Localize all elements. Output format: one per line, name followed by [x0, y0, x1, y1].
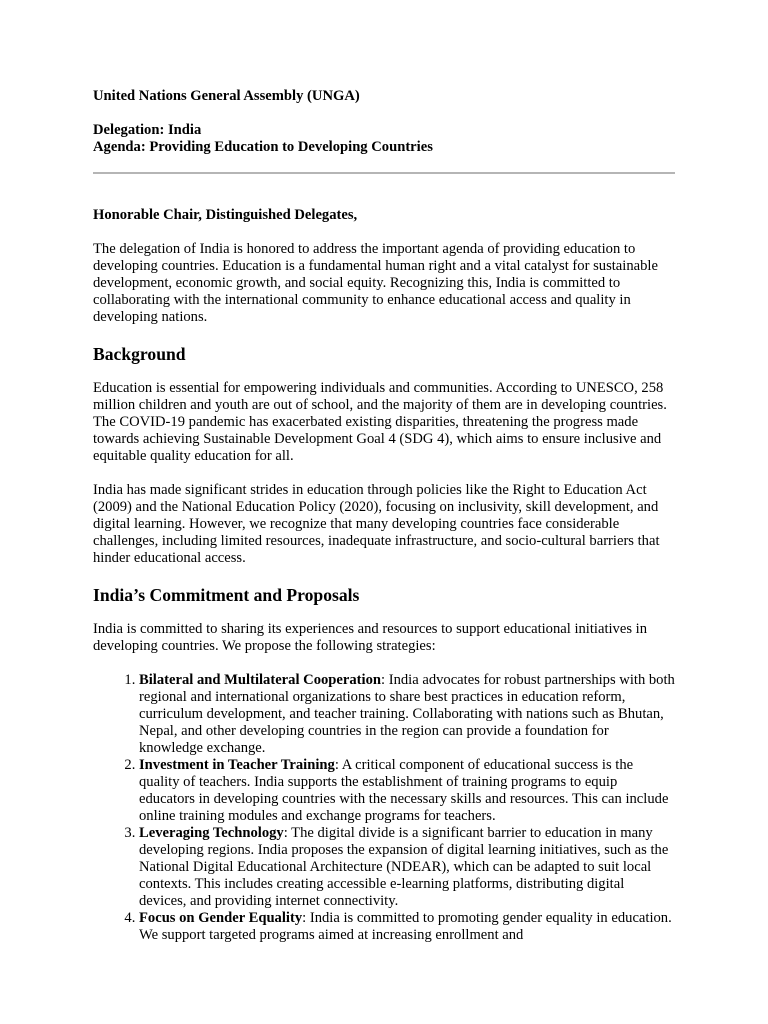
background-paragraph-1: Education is essential for empowering individuals and communities. According to UNESCO, 258 million children and youth are out of school, and the majority of them are in developing countries. The COVID-19 pandemic has exacerbated existing disparities, threatening the progress made towards achieving Sustainable Development Goal 4 (SDG 4), which aims to ensure inclusive and equitable quality education for all. — [93, 380, 667, 464]
commitment-heading: India’s Commitment and Proposals — [93, 585, 360, 605]
list-item-text: : India is committed to promoting gender equality in education. We support targeted programs aimed at increasing enrollment and — [139, 910, 672, 943]
intro-paragraph: The delegation of India is honored to address the important agenda of providing education to developing countries. Education is a fundamental human right and a vital catalyst for sustainable development, economic growth, and social equity. Recognizing this, India is committed to collaborating with the international community to enhance educational access and quality in developing nations. — [93, 241, 658, 325]
commitment-intro: India is committed to sharing its experiences and resources to support educational initiatives in developing countries. We propose the following strategies: — [93, 621, 648, 654]
list-item-title: Bilateral and Multilateral Cooperation — [139, 672, 381, 688]
horizontal-rule — [93, 172, 675, 174]
list-item-title: Investment in Teacher Training — [139, 757, 335, 773]
document-page — [93, 88, 675, 944]
background-paragraph-2: India has made significant strides in education through policies like the Right to Education Act (2009) and the National Education Policy (2020), focusing on inclusivity, skill development, and digital learning. However, we recognize that many developing countries face considerable challenges, including limited resources, inadequate infrastructure, and socio-cultural barriers that hinder educational access. — [93, 482, 660, 566]
list-item-text: : The digital divide is a significant barrier to education in many developing regions. India proposes the expansion of digital learning initiatives, such as the National Digital Educational Architecture (NDEAR), which can be adapted to suit local contexts. This includes creating accessible e-learning platforms, distributing digital devices, and providing internet connectivity. — [139, 825, 669, 909]
list-item-title: Leveraging Technology — [139, 825, 284, 841]
list-item — [139, 910, 675, 944]
salutation: Honorable Chair, Distinguished Delegates, — [93, 207, 358, 223]
background-heading: Background — [93, 344, 186, 364]
proposal-list — [93, 672, 675, 944]
list-item — [139, 672, 675, 757]
header-meta — [93, 122, 675, 156]
delegation-line: Delegation: India — [93, 122, 202, 138]
list-item-text: : A critical component of educational success is the quality of teachers. India supports the establishment of training programs to equip educators in developing countries with the necessary skills and resources. This can include online training modules and exchange programs for teachers. — [139, 757, 669, 824]
list-item-text: : India advocates for robust partnerships with both regional and international organizations to share best practices in education reform, curriculum development, and teacher training. Collaborating with nations such as Bhutan, Nepal, and other developing countries in the region can provide a foundation for knowledge exchange. — [139, 672, 675, 756]
list-item — [139, 757, 675, 825]
list-item — [139, 825, 675, 910]
agenda-line: Agenda: Providing Education to Developing Countries — [93, 139, 433, 155]
assembly-title: United Nations General Assembly (UNGA) — [93, 88, 360, 104]
list-item-title: Focus on Gender Equality — [139, 910, 303, 926]
